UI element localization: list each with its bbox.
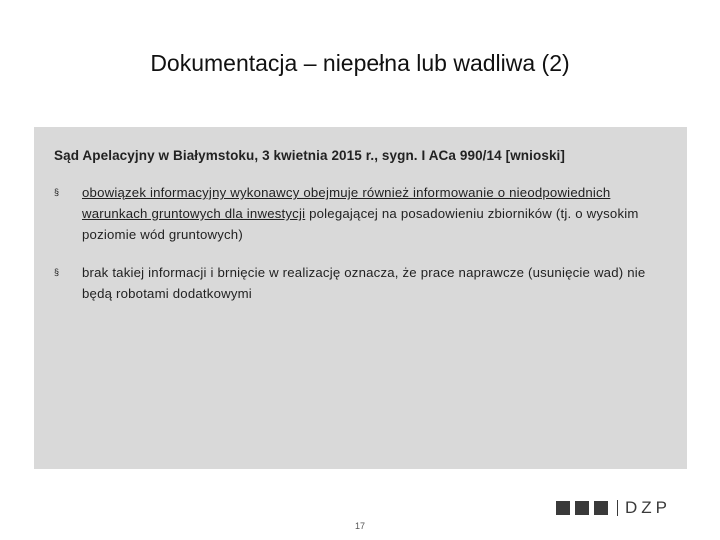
logo-square-icon [594, 501, 608, 515]
logo-brand-text: DZP [625, 498, 671, 517]
logo-divider [617, 500, 618, 516]
slide-title: Dokumentacja – niepełna lub wadliwa (2) [150, 50, 570, 76]
bullet-text-underlined: obowiązek informacyjny wykonawcy obejmuje również informowanie o nieodpowiednich warunkach gruntowych dla inwestycji [82, 185, 611, 221]
dzp-logo [556, 500, 671, 516]
logo-square-icon [556, 501, 570, 515]
content-panel [34, 127, 687, 469]
page-number: 17 [354, 521, 365, 531]
bullet-marker-icon: § [54, 187, 60, 197]
bullet-text [82, 182, 679, 245]
bullet-text [82, 262, 679, 304]
bullet-text-rest: brak takiej informacji i brnięcie w realizację oznacza, że prace naprawcze (usunięcie wad) nie będą robotami dodatkowymi [82, 265, 646, 301]
bullet-text-rest: polegającej na posadowieniu zbiorników (tj. o wysokim poziomie wód gruntowych) [82, 206, 639, 242]
case-reference: Sąd Apelacyjny w Białymstoku, 3 kwietnia 2015 r., sygn. I ACa 990/14 [wnioski] [54, 148, 566, 163]
bullet-item [54, 262, 679, 304]
logo-square-icon [575, 501, 589, 515]
bullet-item [54, 182, 679, 245]
bullet-marker-icon: § [54, 267, 60, 277]
